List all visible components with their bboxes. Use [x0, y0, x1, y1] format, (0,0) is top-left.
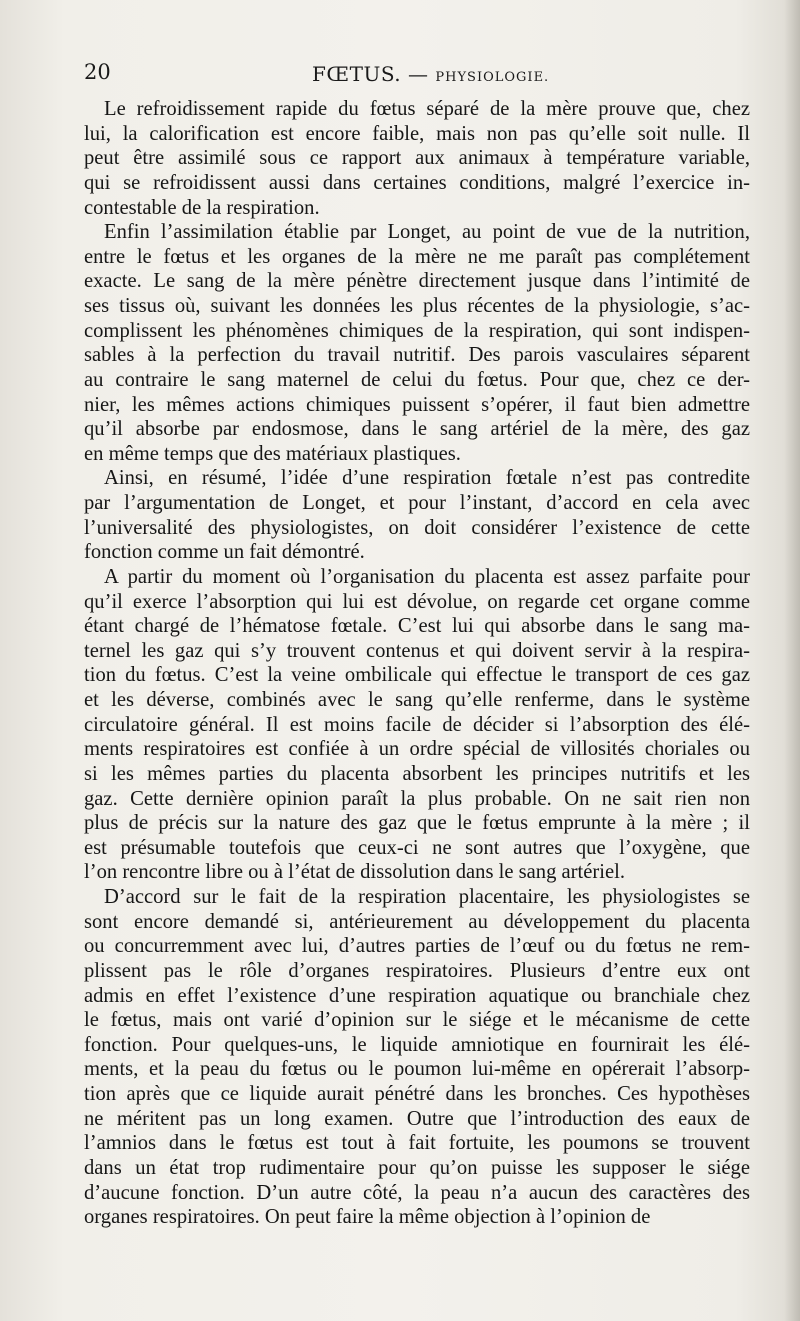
text-line: A partir du moment où l’organisation du placenta est assez parfaite pour [104, 565, 750, 588]
text-line: si les mêmes parties du placenta absorbent les principes nutritifs et les [84, 762, 750, 785]
text-line: organes respiratoires. On peut faire la même objection à l’opinion de [84, 1206, 651, 1229]
text-line: dans un état trop rudimentaire pour qu’on puisse les supposer le siége [84, 1156, 750, 1179]
text-line: complissent les phénomènes chimiques de la respiration, qui sont indispen- [84, 319, 750, 342]
text-line: Le refroidissement rapide du fœtus séparé de la mère prouve que, chez [104, 98, 750, 120]
text-line: sont encore demandé si, antérieurement au développement du placenta [84, 910, 750, 933]
header-title-main: FŒTUS. — [312, 62, 429, 86]
text-line: contestable de la respiration. [84, 196, 320, 219]
text-line: en même temps que des matériaux plastiques. [84, 442, 461, 465]
text-line: au contraire le sang maternel de celui du fœtus. Pour que, chez ce der- [84, 368, 750, 391]
running-head [84, 60, 748, 90]
text-line: ses tissus où, suivant les données les plus récentes de la physiologie, s’ac- [84, 295, 750, 317]
paragraph [84, 885, 750, 1230]
text-line: D’accord sur le fait de la respiration placentaire, les physiologistes se [104, 886, 750, 908]
paragraph [84, 220, 750, 466]
text-line: étant chargé de l’hématose fœtale. C’est lui qui absorbe dans le sang ma- [84, 615, 750, 638]
text-line: Ainsi, en résumé, l’idée d’une respiration fœtale n’est pas contredite [104, 467, 750, 490]
text-line: par l’argumentation de Longet, et pour l’instant, d’accord en cela avec [84, 492, 750, 514]
text-line: l’universalité des physiologistes, on doit considérer l’existence de cette [84, 516, 750, 539]
text-line: sables à la perfection du travail nutritif. Des parois vasculaires séparent [84, 344, 750, 367]
text-line: l’amnios dans le fœtus est tout à fait fortuite, les poumons se trouvent [84, 1132, 750, 1155]
text-line: le fœtus, mais ont varié d’opinion sur le siége et le mécanisme de cette [84, 1009, 750, 1032]
text-line: fonction comme un fait démontré. [84, 541, 365, 564]
text-line: peut être assimilé sous ce rapport aux animaux à température variable, [84, 147, 750, 170]
paragraph [84, 565, 750, 885]
text-line: qu’il exerce l’absorption qui lui est dévolue, on regarde cet organe comme [84, 590, 750, 613]
text-line: admis en effet l’existence d’une respiration aquatique ou branchiale chez [84, 984, 750, 1007]
paragraph [84, 97, 750, 220]
page-number: 20 [84, 60, 111, 84]
page-edge-shadow [784, 0, 800, 1321]
text-line: lui, la calorification est encore faible, mais non pas qu’elle soit nulle. Il [84, 122, 750, 145]
text-line: exacte. Le sang de la mère pénètre directement jusque dans l’intimité de [84, 270, 750, 293]
text-line: ternel les gaz qui s’y trouvent contenus et qui doivent servir à la respira- [84, 639, 750, 662]
paragraph [84, 466, 750, 565]
text-line: circulatoire général. Il est moins facile de décider si l’absorption des élé- [84, 713, 750, 736]
text-line: l’on rencontre libre ou à l’état de dissolution dans le sang artériel. [84, 861, 625, 884]
header-title [312, 62, 549, 86]
text-line: tion du fœtus. C’est la veine ombilicale qui effectue le transport de ces gaz [84, 664, 750, 687]
text-line: plus de précis sur la nature des gaz que le fœtus emprunte à la mère ; il [84, 812, 750, 835]
text-line: qui se refroidissent aussi dans certaines conditions, malgré l’exercice in- [84, 171, 750, 194]
text-line: qu’il absorbe par endosmose, dans le sang artériel de la mère, des gaz [84, 418, 750, 441]
text-line: Enfin l’assimilation établie par Longet, au point de vue de la nutrition, [104, 221, 750, 244]
text-line: est présumable toutefois que ceux-ci ne sont autres que l’oxygène, que [84, 836, 750, 859]
text-line: plissent pas le rôle d’organes respiratoires. Plusieurs d’entre eux ont [84, 959, 750, 982]
text-line: fonction. Pour quelques-uns, le liquide amniotique en fournirait les élé- [84, 1033, 750, 1056]
text-line: ments respiratoires est confiée à un ordre spécial de villosités choriales ou [84, 738, 750, 761]
text-line: ments, et la peau du fœtus ou le poumon lui-même en opérerait l’absorp- [84, 1058, 750, 1081]
text-line: ne méritent pas un long examen. Outre que l’introduction des eaux de [84, 1107, 750, 1130]
text-line: tion après que ce liquide aurait pénétré dans les bronches. Ces hypothèses [84, 1083, 750, 1105]
text-line: gaz. Cette dernière opinion paraît la plus probable. On ne sait rien non [84, 787, 750, 810]
body-text [84, 97, 750, 1230]
header-subtitle: PHYSIOLOGIE. [435, 70, 550, 85]
text-line: d’aucune fonction. D’un autre côté, la peau n’a aucun des caractères des [84, 1181, 750, 1204]
text-line: ou concurremment avec lui, d’autres parties de l’œuf ou du fœtus ne rem- [84, 935, 750, 958]
text-line: nier, les mêmes actions chimiques puissent s’opérer, il faut bien admettre [84, 393, 750, 416]
text-line: entre le fœtus et les organes de la mère ne me paraît pas complétement [84, 245, 750, 268]
text-line: et les déverse, combinés avec le sang qu’elle renferme, dans le système [84, 689, 750, 711]
